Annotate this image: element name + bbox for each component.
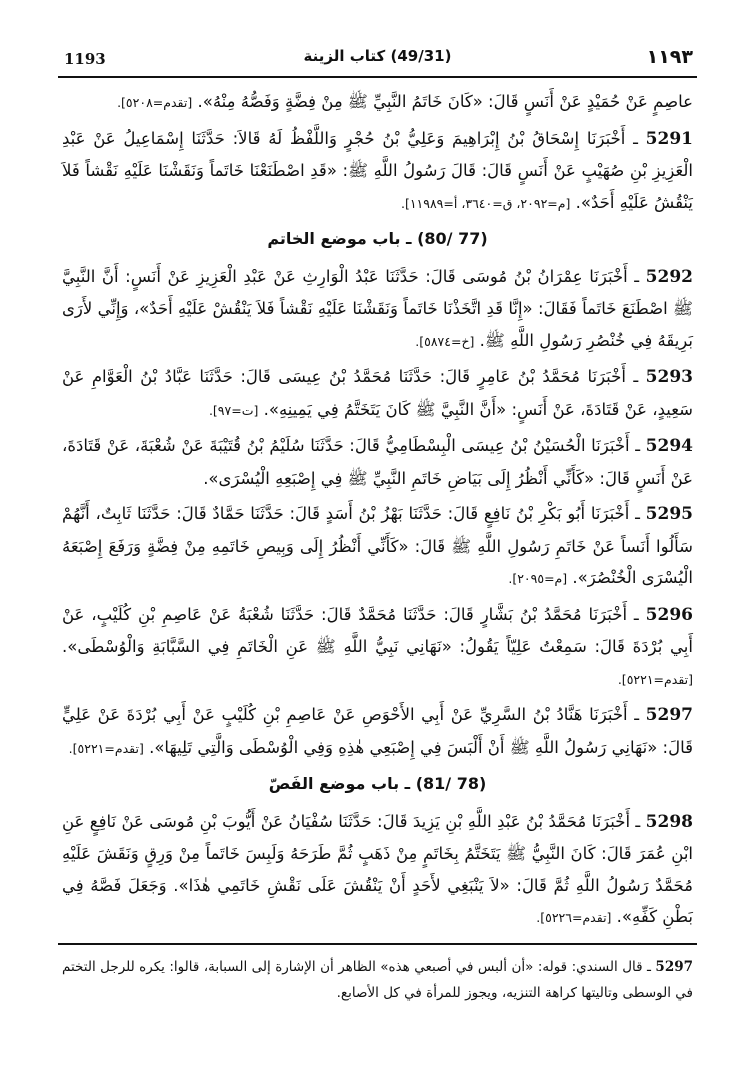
hadith-number: 5292: [645, 266, 693, 287]
hadith-paragraph: [62, 599, 693, 696]
footnote-number: 5297: [655, 959, 693, 975]
hadith-number: 5295: [645, 504, 693, 524]
page-number-latin: 1193: [64, 50, 106, 68]
hadith-paragraph: [62, 806, 693, 934]
hadith-number: 5293: [645, 367, 693, 387]
footnote: [62, 954, 693, 1006]
hadith-number: 5298: [645, 811, 693, 832]
hadith-reference: [تقدم=٥٢٢٦].: [536, 910, 612, 925]
section-top: [62, 86, 693, 219]
hadith-text: ـ أَخْبَرَنَا هَنَّادُ بْنُ السَّرِيِّ عَنْ أَبِي الأَحْوَصِ عَنْ عَاصِمِ بْنِ كُلَيْبٍ عَنْ أَبِي بُرْدَةَ عَنْ عَلِيٍّ قَالَ: «نَهَانِي رَسُولُ اللَّهِ ﷺ أَنْ أَلْبَسَ فِي إِصْبَعِي هٰذِهِ وَفِي الْوُسْطَى وَالَّتِي تَلِيهَا».: [62, 705, 693, 757]
main-text: [62, 86, 693, 938]
header-rule: [58, 76, 697, 78]
hadith-text: ـ أَخْبَرَنَا أَبُو بَكْرِ بْنُ نَافِعٍ قَالَ: حَدَّثَنَا بَهْزُ بْنُ أَسَدٍ قَالَ: حَدَّثَنَا حَمَّادٌ قَالَ: حَدَّثَنَا ثَابِتٌ، أَنَّهُمْ سَأَلُوا أَنَساً عَنْ خَاتَمِ رَسُولِ اللَّهِ ﷺ قَالَ: «كَأَنِّي أَنْظُرُ إِلَى وَبِيصِ خَاتَمِهِ مِنْ فِضَّةٍ وَرَفَعَ إِصْبَعَهُ الْيُسْرَى الْخُنْصُرَ».: [62, 504, 693, 587]
hadith-paragraph: [62, 430, 693, 494]
chapter-heading-ring-position: (77 /80) ـ باب موضع الخاتم: [267, 229, 488, 248]
hadith-text: ـ أَخْبَرَنَا مُحَمَّدُ بْنُ بَشَّارٍ قَالَ: حَدَّثَنَا مُحَمَّدٌ قَالَ: حَدَّثَنَا شُعْبَةُ عَنْ عَاصِمِ بْنِ كُلَيْبٍ، عَنْ أَبِي بُرْدَةَ قَالَ: سَمِعْتُ عَلِيّاً يَقُولُ: «نَهَانِي نَبِيُّ اللَّهِ ﷺ عَنِ الْخَاتَمِ فِي السَّبَّابَةِ وَالْوُسْطَى».: [62, 604, 693, 656]
section-stone-position: [62, 806, 693, 934]
hadith-text: ـ أَخْبَرَنَا عِمْرَانُ بْنُ مُوسَى قَالَ: حَدَّثَنَا عَبْدُ الْوَارِثِ عَنْ عَبْدِ الْعَزِيزِ عَنْ أَنَسٍ: أَنَّ النَّبِيَّ ﷺ اصْطَنَعَ خَاتَماً فَقَالَ: «إِنَّا قَدِ اتَّخَذْنَا خَاتَماً وَنَقَشْنَا عَلَيْهِ نَقْشاً فَلاَ يَنْقُشْ عَلَيْهِ أَحَدٌ»، وَإِنِّي لأَرَى بَرِيقَهُ فِي خُنْصُرِ رَسُولِ اللَّهِ ﷺ.: [62, 266, 693, 350]
hadith-number: 5296: [645, 604, 693, 625]
hadith-reference: [تقدم=٥٢٢١].: [617, 671, 693, 687]
running-title: (49/31) كتاب الزينة: [303, 47, 452, 65]
hadith-paragraph: [62, 86, 693, 119]
hadith-reference: [ت=٩٧].: [208, 402, 259, 418]
hadith-text: ـ أَخْبَرَنَا مُحَمَّدُ بْنُ عَبْدِ اللَّهِ بْنِ يَزِيدَ قَالَ: حَدَّثَنَا سُفْيَانُ عَنْ أَيُّوبَ بْنِ مُوسَى عَنْ نَافِعٍ عَنِ ابْنِ عُمَرَ قَالَ: كَانَ النَّبِيُّ ﷺ يَتَخَتَّمُ بِخَاتَمٍ مِنْ ذَهَبٍ ثُمَّ طَرَحَهُ وَلَبِسَ خَاتَماً مِنْ وَرِقٍ وَنَقَشَ عَلَيْهِ مُحَمَّدٌ رَسُولُ اللَّهِ ثُمَّ قَالَ: «لاَ يَنْبَغِي لأَحَدٍ أَنْ يَنْقُشَ عَلَى نَقْشِ خَاتَمِي هٰذَا». وَجَعَلَ فَصَّهُ فِي بَطْنِ كَفِّهِ».: [62, 811, 693, 926]
footnote-rule: [58, 943, 697, 945]
running-header: [58, 44, 697, 74]
hadith-reference: [خ=٥٨٧٤].: [415, 333, 475, 349]
hadith-number: 5291: [645, 128, 693, 149]
hadith-paragraph: [62, 498, 693, 595]
section-ring-position: [62, 261, 693, 765]
hadith-paragraph: [62, 261, 693, 358]
hadith-text: عاصِمٍ عَنْ حُمَيْدٍ عَنْ أَنَسٍ قَالَ: «كَانَ خَاتَمُ النَّبِيِّ ﷺ مِنْ فِضَّةٍ وَفَصُّهُ مِنْهُ».: [197, 92, 693, 111]
hadith-number: 5294: [645, 436, 693, 456]
hadith-text: ـ أَخْبَرَنَا إِسْحَاقُ بْنُ إِبْرَاهِيمَ وَعَلِيُّ بْنُ حُجْرٍ وَاللَّفْظُ لَهُ قَالاَ: حَدَّثَنَا إِسْمَاعِيلُ عَنْ عَبْدِ الْعَزِيزِ بْنِ صُهَيْبٍ عَنْ أَنَسٍ قَالَ: قَالَ رَسُولُ اللَّهِ ﷺ: «قَدِ اصْطَنَعْنَا خَاتَماً وَنَقَشْنَا عَلَيْهِ نَقْشاً فَلاَ يَنْقُشُ عَلَيْهِ أَحَدٌ».: [62, 128, 693, 212]
hadith-reference: [تقدم=٥٢٠٨].: [117, 95, 193, 110]
hadith-reference: [تقدم=٥٢٢١].: [68, 740, 144, 756]
footnote-text: ـ قال السندي: قوله: «أن ألبس في أصبعي هذه» الظاهر أن الإشارة إلى السبابة، قالوا: يكره للرجل التختم في الوسطى وتاليتها كراهة التنزيه، ويجوز للمرأة في كل الأصابع.: [62, 959, 693, 1001]
hadith-text: ـ أَخْبَرَنَا الْحُسَيْنُ بْنُ عِيسَى الْبِسْطَامِيُّ قَالَ: حَدَّثَنَا سُلَيْمُ بْنُ قُتَيْبَةَ عَنْ شُعْبَةَ، عَنْ قَتَادَةَ، عَنْ أَنَسٍ قَالَ: «كَأَنِّي أَنْظُرُ إِلَى بَيَاضِ خَاتَمِ النَّبِيِّ ﷺ فِي إِصْبَعِهِ الْيُسْرَى».: [62, 436, 693, 488]
hadith-number: 5297: [645, 705, 693, 725]
hadith-paragraph: [62, 361, 693, 426]
hadith-text: ـ أَخْبَرَنَا مُحَمَّدُ بْنُ عَامِرٍ قَالَ: حَدَّثَنَا مُحَمَّدُ بْنُ عِيسَى قَالَ: حَدَّثَنَا عَبَّادُ بْنُ الْعَوَّامِ عَنْ سَعِيدٍ، عَنْ قَتَادَةَ، عَنْ أَنَسٍ: «أَنَّ النَّبِيَّ ﷺ كَانَ يَتَخَتَّمُ فِي يَمِينِهِ».: [62, 367, 693, 419]
page-number-arabic: ١١٩٣: [646, 46, 693, 68]
hadith-paragraph: [62, 699, 693, 764]
chapter-heading-stone-position: (78 /81) ـ باب موضع الفَصّ: [268, 774, 487, 793]
hadith-reference: [م=٢٠٩٢، ق=٣٦٤٠، أ=١١٩٨٩].: [400, 195, 571, 211]
hadith-paragraph: [62, 123, 693, 220]
hadith-reference: [م=٢٠٩٥].: [508, 571, 568, 586]
